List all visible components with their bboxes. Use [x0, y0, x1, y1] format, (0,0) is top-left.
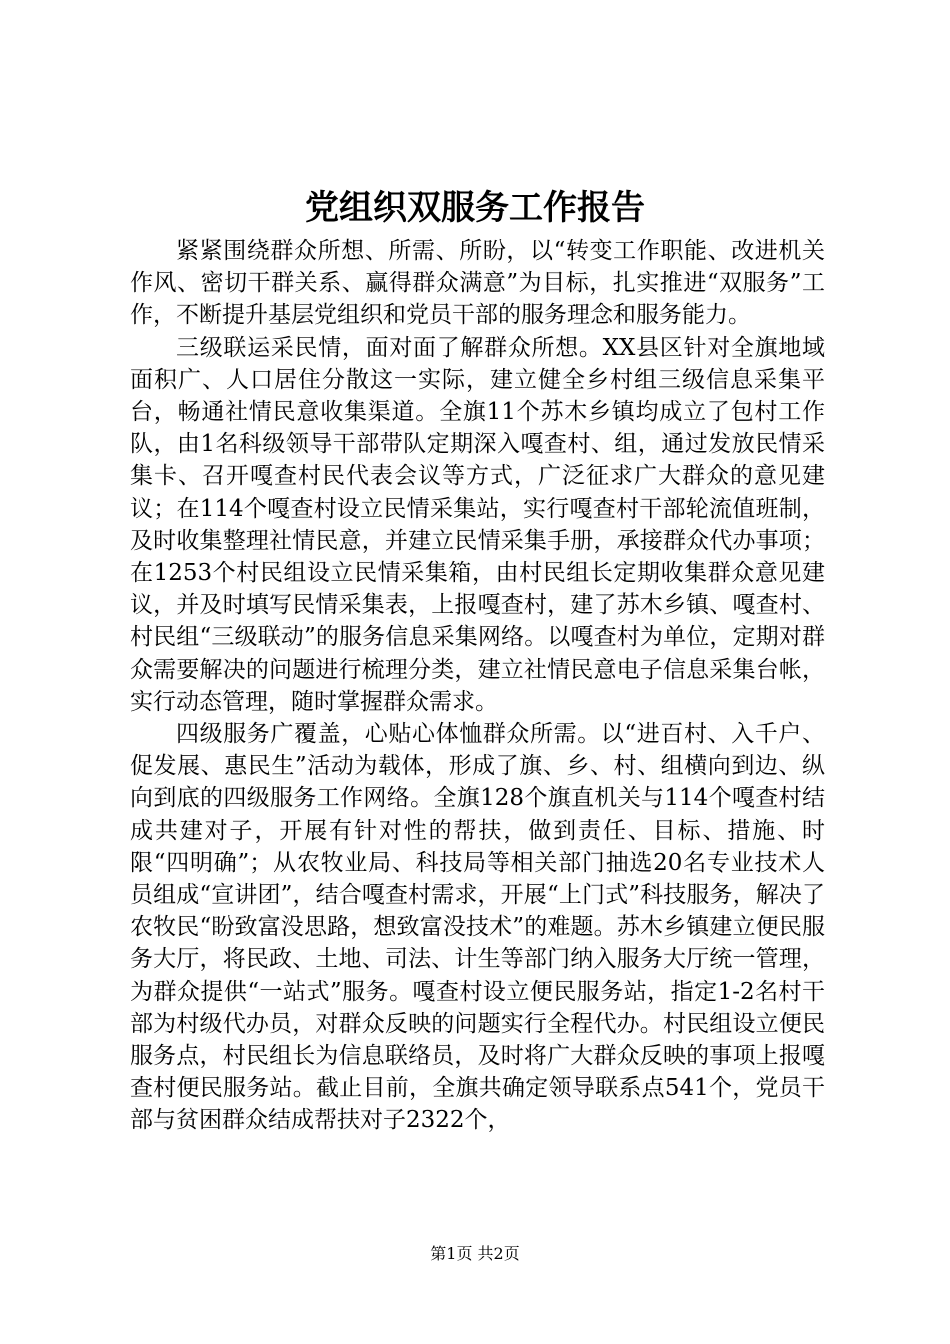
document-body: [130, 235, 825, 1136]
paragraph-three-level: 三级联运采民情，面对面了解群众所想。XX县区针对全旗地域面积广、人口居住分散这一实际，建立健全乡村组三级信息采集平台，畅通社情民意收集渠道。全旗11个苏木乡镇均成立了包村工作队，由1名科级领导干部带队定期深入嘎查村、组，通过发放民情采集卡、召开嘎查村民代表会议等方式，广泛征求广大群众的意见建议；在114个嘎查村设立民情采集站，实行嘎查村干部轮流值班制，及时收集整理社情民意，并建立民情采集手册，承接群众代办事项；在1253个村民组设立民情采集箱，由村民组长定期收集群众意见建议，并及时填写民情采集表，上报嘎查村，建了苏木乡镇、嘎查村、村民组“三级联动”的服务信息采集网络。以嘎查村为单位，定期对群众需要解决的问题进行梳理分类，建立社情民意电子信息采集台帐，实行动态管理，随时掌握群众需求。: [130, 334, 825, 715]
page-footer: 第1页 共2页: [430, 1244, 520, 1263]
paragraph-four-level: 四级服务广覆盖，心贴心体恤群众所需。以“进百村、入千户、促发展、惠民生”活动为载体，形成了旗、乡、村、组横向到边、纵向到底的四级服务工作网络。全旗128个旗直机关与114个嘎查村结成共建对子，开展有针对性的帮扶，做到责任、目标、措施、时限“四明确”；从农牧业局、科技局等相关部门抽选20名专业技术人员组成“宣讲团”，结合嘎查村需求，开展“上门式”科技服务，解决了农牧民“盼致富没思路，想致富没技术”的难题。苏木乡镇建立便民服务大厅，将民政、土地、司法、计生等部门纳入服务大厅统一管理，为群众提供“一站式”服务。嘎查村设立便民服务站，指定1-2名村干部为村级代办员，对群众反映的问题实行全程代办。村民组设立便民服务点，村民组长为信息联络员，及时将广大群众反映的事项上报嘎查村便民服务站。截止目前，全旗共确定领导联系点541个，党员干部与贫困群众结成帮扶对子2322个，: [130, 721, 825, 1134]
document-title: 党组织双服务工作报告: [305, 188, 645, 228]
paragraph-intro: 紧紧围绕群众所想、所需、所盼，以“转变工作职能、改进机关作风、密切干群关系、赢得群众满意”为目标，扎实推进“双服务”工作，不断提升基层党组织和党员干部的服务理念和服务能力。: [130, 238, 825, 329]
